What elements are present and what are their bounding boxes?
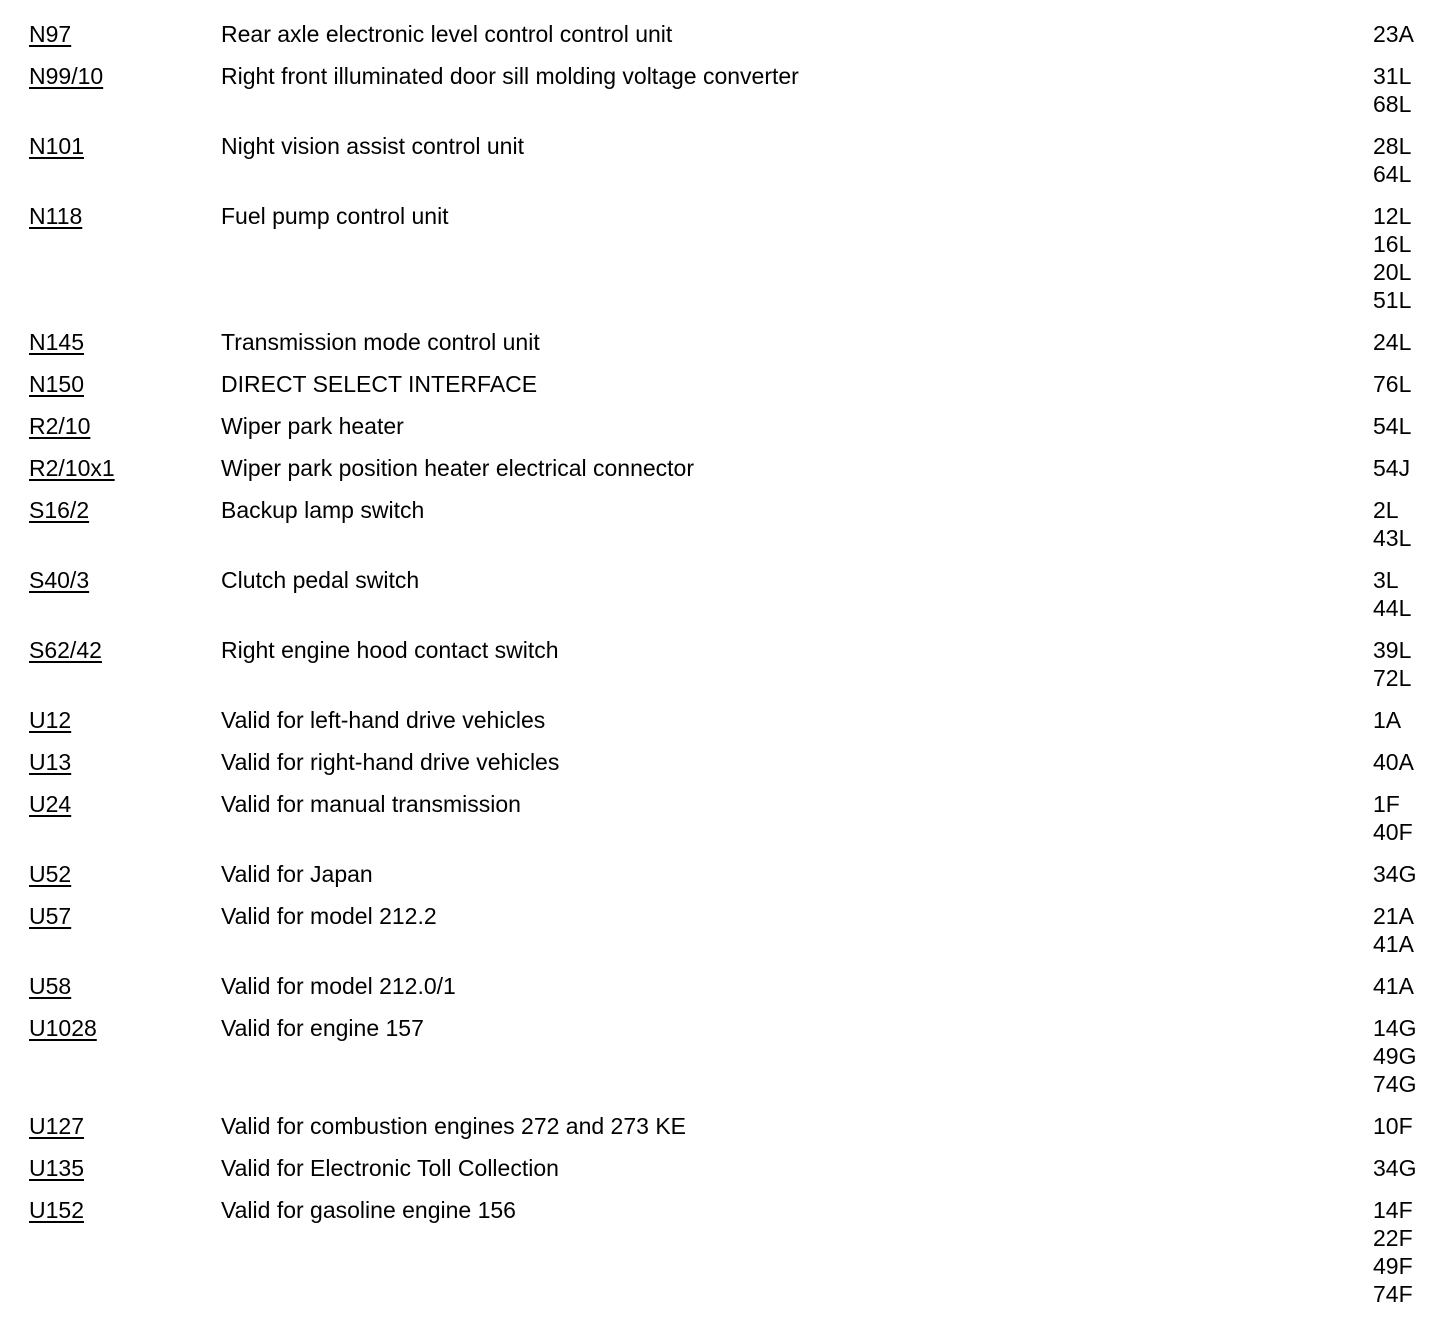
grid-reference-list — [1373, 566, 1453, 622]
grid-reference: 24L — [1373, 329, 1412, 355]
component-code-link[interactable]: U24 — [29, 791, 72, 817]
component-description: Clutch pedal switch — [221, 567, 420, 593]
component-description: Right engine hood contact switch — [221, 637, 559, 663]
component-description: Wiper park position heater electrical connector — [221, 455, 695, 481]
grid-reference: 54L — [1373, 413, 1412, 439]
grid-reference-list — [1373, 132, 1453, 188]
component-description: Valid for model 212.0/1 — [221, 973, 456, 999]
grid-reference: 14F — [1373, 1197, 1413, 1223]
grid-reference: 41A — [1373, 973, 1414, 999]
component-code-link[interactable]: N150 — [29, 371, 84, 397]
grid-reference: 43L — [1373, 525, 1412, 551]
grid-reference: 54J — [1373, 455, 1411, 481]
grid-reference-list — [1373, 1196, 1453, 1308]
grid-reference: 31L — [1373, 63, 1412, 89]
component-description: Valid for left-hand drive vehicles — [221, 707, 546, 733]
grid-reference: 22F — [1373, 1225, 1413, 1251]
grid-reference: 28L — [1373, 133, 1412, 159]
grid-reference: 20L — [1373, 259, 1412, 285]
component-description: DIRECT SELECT INTERFACE — [221, 371, 538, 397]
component-description: Wiper park heater — [221, 413, 404, 439]
grid-reference-list — [1373, 1154, 1453, 1182]
component-code-link[interactable]: U57 — [29, 903, 72, 929]
grid-reference: 49F — [1373, 1253, 1413, 1279]
grid-reference: 12L — [1373, 203, 1412, 229]
component-description: Valid for combustion engines 272 and 273 KE — [221, 1113, 686, 1139]
grid-reference: 14G — [1373, 1015, 1417, 1041]
component-code-link[interactable]: U52 — [29, 861, 72, 887]
component-description: Valid for gasoline engine 156 — [221, 1197, 516, 1223]
component-description: Valid for right-hand drive vehicles — [221, 749, 560, 775]
component-code-link[interactable]: U1028 — [29, 1015, 97, 1041]
component-code-link[interactable]: S16/2 — [29, 497, 90, 523]
grid-reference-list — [1373, 454, 1453, 482]
grid-reference: 21A — [1373, 903, 1414, 929]
component-description: Valid for manual transmission — [221, 791, 521, 817]
grid-reference-list — [1373, 902, 1453, 958]
grid-reference: 74G — [1373, 1071, 1417, 1097]
grid-reference-list — [1373, 790, 1453, 846]
component-code-link[interactable]: S62/42 — [29, 637, 102, 663]
grid-reference-list — [1373, 62, 1453, 118]
component-code-link[interactable]: R2/10 — [29, 413, 91, 439]
grid-reference: 41A — [1373, 931, 1414, 957]
component-code-link[interactable]: N101 — [29, 133, 84, 159]
component-description: Fuel pump control unit — [221, 203, 449, 229]
component-code-link[interactable]: R2/10x1 — [29, 455, 115, 481]
component-description: Valid for Electronic Toll Collection — [221, 1155, 559, 1181]
grid-reference-list — [1373, 636, 1453, 692]
grid-reference: 74F — [1373, 1281, 1413, 1307]
component-code-link[interactable]: U127 — [29, 1113, 84, 1139]
component-description: Valid for model 212.2 — [221, 903, 437, 929]
component-code-link[interactable]: S40/3 — [29, 567, 90, 593]
grid-reference: 44L — [1373, 595, 1412, 621]
grid-reference: 34G — [1373, 861, 1417, 887]
grid-reference-list — [1373, 496, 1453, 552]
component-code-link[interactable]: N97 — [29, 21, 72, 47]
grid-reference-list — [1373, 1014, 1453, 1098]
component-code-link[interactable]: U58 — [29, 973, 72, 999]
grid-reference-list — [1373, 412, 1453, 440]
grid-reference: 3L — [1373, 567, 1399, 593]
grid-reference: 23A — [1373, 21, 1414, 47]
grid-reference: 2L — [1373, 497, 1399, 523]
grid-reference: 40A — [1373, 749, 1414, 775]
component-code-link[interactable]: N118 — [29, 203, 83, 229]
component-code-link[interactable]: U13 — [29, 749, 72, 775]
grid-reference-list — [1373, 20, 1453, 48]
grid-reference-list — [1373, 706, 1453, 734]
component-description: Valid for engine 157 — [221, 1015, 424, 1041]
component-code-link[interactable]: U135 — [29, 1155, 84, 1181]
component-description: Valid for Japan — [221, 861, 373, 887]
grid-reference: 34G — [1373, 1155, 1417, 1181]
grid-reference: 39L — [1373, 637, 1412, 663]
component-code-link[interactable]: U12 — [29, 707, 72, 733]
grid-reference: 40F — [1373, 819, 1413, 845]
grid-reference: 51L — [1373, 287, 1412, 313]
component-code-link[interactable]: U152 — [29, 1197, 84, 1223]
component-description: Right front illuminated door sill molding voltage converter — [221, 63, 799, 89]
grid-reference: 49G — [1373, 1043, 1417, 1069]
grid-reference-list — [1373, 370, 1453, 398]
grid-reference: 68L — [1373, 91, 1412, 117]
grid-reference: 16L — [1373, 231, 1412, 257]
grid-reference-list — [1373, 748, 1453, 776]
grid-reference-list — [1373, 972, 1453, 1000]
grid-reference: 72L — [1373, 665, 1412, 691]
component-description: Transmission mode control unit — [221, 329, 540, 355]
grid-reference-list — [1373, 1112, 1453, 1140]
component-description: Night vision assist control unit — [221, 133, 524, 159]
grid-reference-list — [1373, 328, 1453, 356]
grid-reference: 10F — [1373, 1113, 1413, 1139]
component-description: Rear axle electronic level control control unit — [221, 21, 673, 47]
component-code-link[interactable]: N99/10 — [29, 63, 104, 89]
grid-reference-list — [1373, 202, 1453, 314]
grid-reference: 76L — [1373, 371, 1412, 397]
component-code-link[interactable]: N145 — [29, 329, 84, 355]
grid-reference-list — [1373, 860, 1453, 888]
grid-reference: 64L — [1373, 161, 1412, 187]
component-description: Backup lamp switch — [221, 497, 425, 523]
grid-reference: 1A — [1373, 707, 1402, 733]
grid-reference: 1F — [1373, 791, 1400, 817]
